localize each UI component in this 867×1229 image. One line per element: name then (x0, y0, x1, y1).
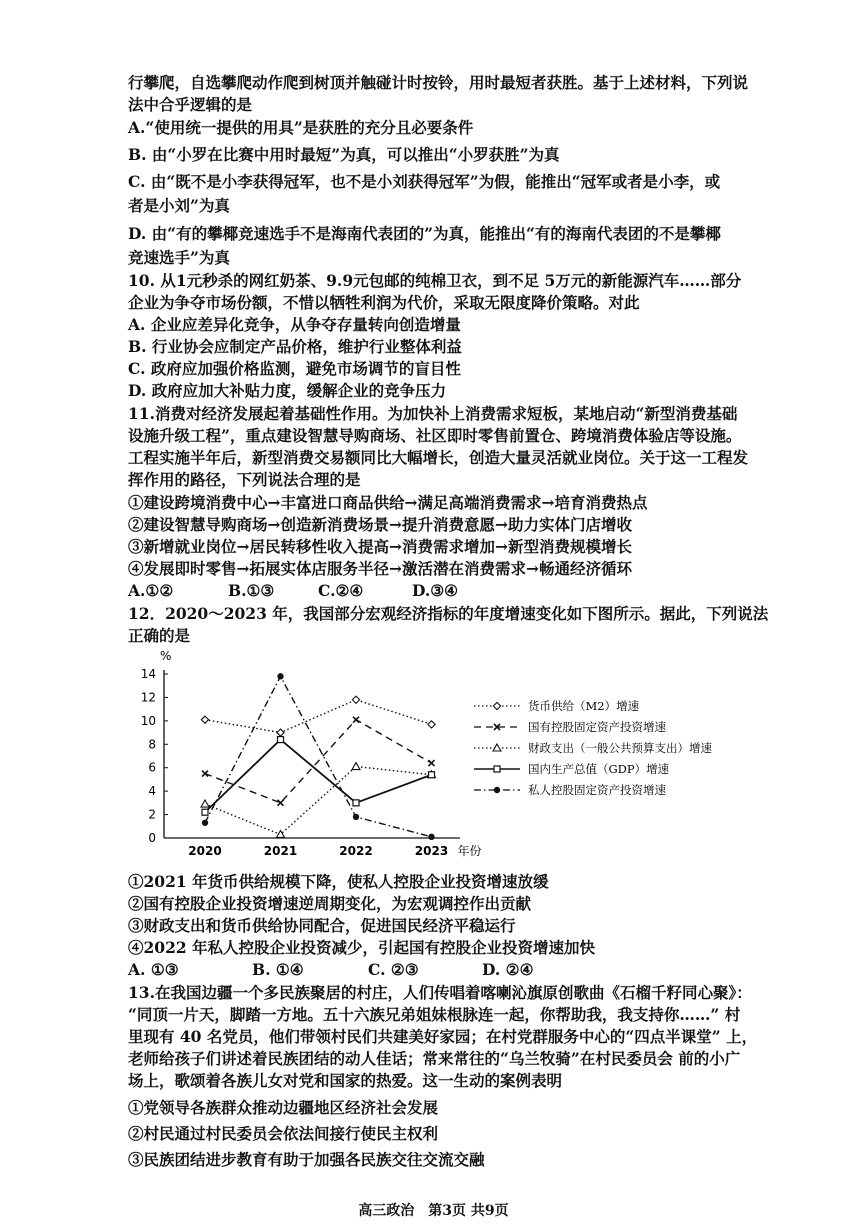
legend-label-5: 私人控股固定资产投资增速 (528, 783, 666, 797)
q11-stem-line-1: 11.消费对经济发展起着基础性作用。为加快补上消费需求短板，某地启动“新型消费基础 (128, 404, 738, 423)
q11-answer-b: B.①③ (228, 581, 275, 600)
y-tick-label: 12 (140, 690, 156, 705)
q9-option-c-line-2: 者是小刘”为真 (128, 196, 230, 215)
series-2-point (429, 760, 435, 766)
series-4-point (353, 800, 359, 806)
q11-answer-d: D.③④ (412, 581, 459, 600)
q10-stem-line-2: 企业为争夺市场份额，不惜以牺牲利润为代价，采取无限度降价策略。对此 (128, 293, 640, 312)
series-line-5 (205, 676, 432, 836)
q12-item-2: ②国有控股企业投资增速逆周期变化，为宏观调控作出贡献 (128, 894, 532, 913)
series-2-point (353, 717, 359, 723)
q12-item-4: ④2022 年私人控股企业投资减少，引起国有控股企业投资增速加快 (128, 938, 596, 957)
y-tick-label: 8 (148, 737, 156, 752)
series-4-point (429, 772, 435, 778)
q9-option-a: A.“使用统一提供的用具”是获胜的充分且必要条件 (128, 118, 474, 137)
q11-stem-line-4: 挥作用的路径，下列说法合理的是 (128, 470, 361, 489)
y-axis-label: % (160, 649, 172, 663)
series-3-point (352, 763, 360, 770)
y-tick-label: 10 (140, 713, 156, 728)
x-tick-label: 2020 (188, 844, 222, 858)
series-line-1 (205, 700, 432, 733)
y-tick-label: 2 (148, 807, 156, 822)
q12-answer-c: C. ②③ (368, 960, 419, 979)
x-axis-label: 年份 (457, 844, 482, 858)
q10-option-c: C. 政府应加强价格监测，避免市场调节的盲目性 (128, 359, 461, 378)
q11-stem-line-3: 工程实施半年后，新型消费交易额同比大幅增长，创造大量灵活就业岗位。关于这一工程发 (128, 448, 749, 467)
q12-answer-d: D. ②④ (482, 960, 534, 979)
series-1-point (277, 729, 284, 736)
q11-item-3: ③新增就业岗位→居民转移性收入提高→消费需求增加→新型消费规模增长 (128, 537, 632, 556)
q11-item-2: ②建设智慧导购商场→创造新消费场景→提升消费意愿→助力实体门店增收 (128, 515, 632, 534)
q13-stem-line-2: “同顶一片天，脚踏一方地。五十六族兄弟姐妹根脉连一起，你帮助我，我支持你……” 村 (128, 1005, 741, 1024)
series-1-point (352, 696, 359, 703)
q11-answer-c: C.②④ (318, 581, 364, 600)
series-5-point (353, 814, 359, 820)
legend-label-2: 国有控股固定资产投资增速 (528, 720, 666, 734)
q13-item-1: ①党领导各族群众推动边疆地区经济社会发展 (128, 1098, 439, 1117)
x-tick-label: 2021 (263, 844, 298, 858)
y-tick-label: 14 (140, 667, 156, 681)
series-line-2 (205, 720, 432, 803)
q13-stem-line-5: 场上，歌颂着各族儿女对党和国家的热爱。这一生动的案例表明 (128, 1071, 563, 1090)
q12-item-1: ①2021 年货币供给规模下降，使私人控股企业投资增速放缓 (128, 872, 549, 891)
series-2-point (278, 800, 284, 806)
series-1-point (201, 716, 208, 723)
q12-item-3: ③财政支出和货币供给协同配合，促进国民经济平稳运行 (128, 916, 516, 935)
q13-stem-line-1: 13.在我国边疆一个多民族聚居的村庄，人们传唱着喀喇沁旗原创歌曲《石榴千籽同心聚》： (128, 983, 752, 1002)
series-5-point (277, 673, 283, 679)
series-line-4 (205, 740, 432, 813)
q9-option-c-line-1: C. 由“既不是小李获得冠军，也不是小刘获得冠军”为假，能推出“冠军或者是小李，或 (128, 172, 721, 191)
series-5-point (202, 820, 208, 826)
x-tick-label: 2022 (339, 844, 373, 858)
q9-option-b: B. 由“小罗在比赛中用时最短”为真，可以推出“小罗获胜”为真 (128, 145, 560, 164)
legend-marker-5 (494, 787, 500, 793)
q12-answer-a: A. ①③ (128, 960, 179, 979)
series-3-point (201, 800, 209, 807)
series-5-point (428, 834, 434, 840)
q11-stem-line-2: 设施升级工程”，重点建设智慧导购商场、社区即时零售前置仓、跨境消费体验店等设施。 (128, 426, 742, 445)
q10-option-a: A. 企业应差异化竞争，从争夺存量转向创造增量 (128, 315, 461, 334)
y-tick-label: 6 (148, 760, 156, 775)
y-tick-label: 0 (148, 831, 156, 845)
q9-option-d-line-1: D. 由“有的攀椰竞速选手不是海南代表团的”为真，能推出“有的海南代表团的不是攀椰 (128, 224, 721, 243)
q12-answer-b: B. ①④ (252, 960, 304, 979)
q11-item-4: ④发展即时零售→拓展实体店服务半径→激活潜在消费需求→畅通经济循环 (128, 559, 632, 578)
legend-marker-4 (494, 766, 500, 772)
q13-stem-line-4: 老师给孩子们讲述着民族团结的动人佳话；常来常往的“乌兰牧骑”在村民委员会 前的小广 (128, 1049, 741, 1068)
q11-item-1: ①建设跨境消费中心→丰富进口商品供给→满足高端消费需求→培育消费热点 (128, 493, 648, 512)
q13-stem-line-3: 里现有 40 名党员，他们带领村民们共建美好家园；在村党群服务中心的“四点半课堂” 上， (128, 1027, 758, 1046)
q13-item-3: ③民族团结进步教育有助于加强各民族交往交流交融 (128, 1150, 485, 1169)
page-footer: 高三政治 第3页 共9页 (358, 1203, 509, 1219)
q9-stem-line-1: 行攀爬，自选攀爬动作爬到树顶并触碰计时按铃，用时最短者获胜。基于上述材料，下列说 (128, 73, 749, 92)
series-4-point (278, 737, 284, 743)
q13-item-2: ②村民通过村民委员会依法间接行使民主权利 (128, 1124, 439, 1143)
legend-marker-1 (493, 702, 500, 709)
y-tick-label: 4 (148, 784, 156, 799)
growth-rate-line-chart (0, 640, 867, 865)
series-line-3 (205, 767, 432, 835)
q9-option-d-line-2: 竞速选手”为真 (128, 248, 230, 267)
series-4-point (202, 809, 208, 815)
q9-stem-line-2: 法中合乎逻辑的是 (128, 95, 253, 114)
legend-label-4: 国内生产总值（GDP）增速 (528, 762, 670, 776)
q12-stem-line-1: 12．2020～2023 年，我国部分宏观经济指标的年度增速变化如下图所示。据此，下列说法 (128, 604, 769, 623)
series-1-point (428, 721, 435, 728)
q10-option-b: B. 行业协会应制定产品价格，维护行业整体利益 (128, 337, 462, 356)
legend-label-3: 财政支出（一般公共预算支出）增速 (528, 741, 712, 755)
q10-option-d: D. 政府应加大补贴力度，缓解企业的竞争压力 (128, 381, 447, 400)
x-tick-label: 2023 (414, 844, 449, 858)
series-2-point (202, 771, 208, 777)
q10-stem-line-1: 10. 从1元秒杀的网红奶茶、9.9元包邮的纯棉卫衣，到不足 5万元的新能源汽车……部分 (128, 271, 742, 290)
q12-stem-line-2: 正确的是 (128, 626, 191, 645)
legend-label-1: 货币供给（M2）增速 (528, 699, 640, 713)
q11-answer-a: A.①② (128, 581, 174, 600)
